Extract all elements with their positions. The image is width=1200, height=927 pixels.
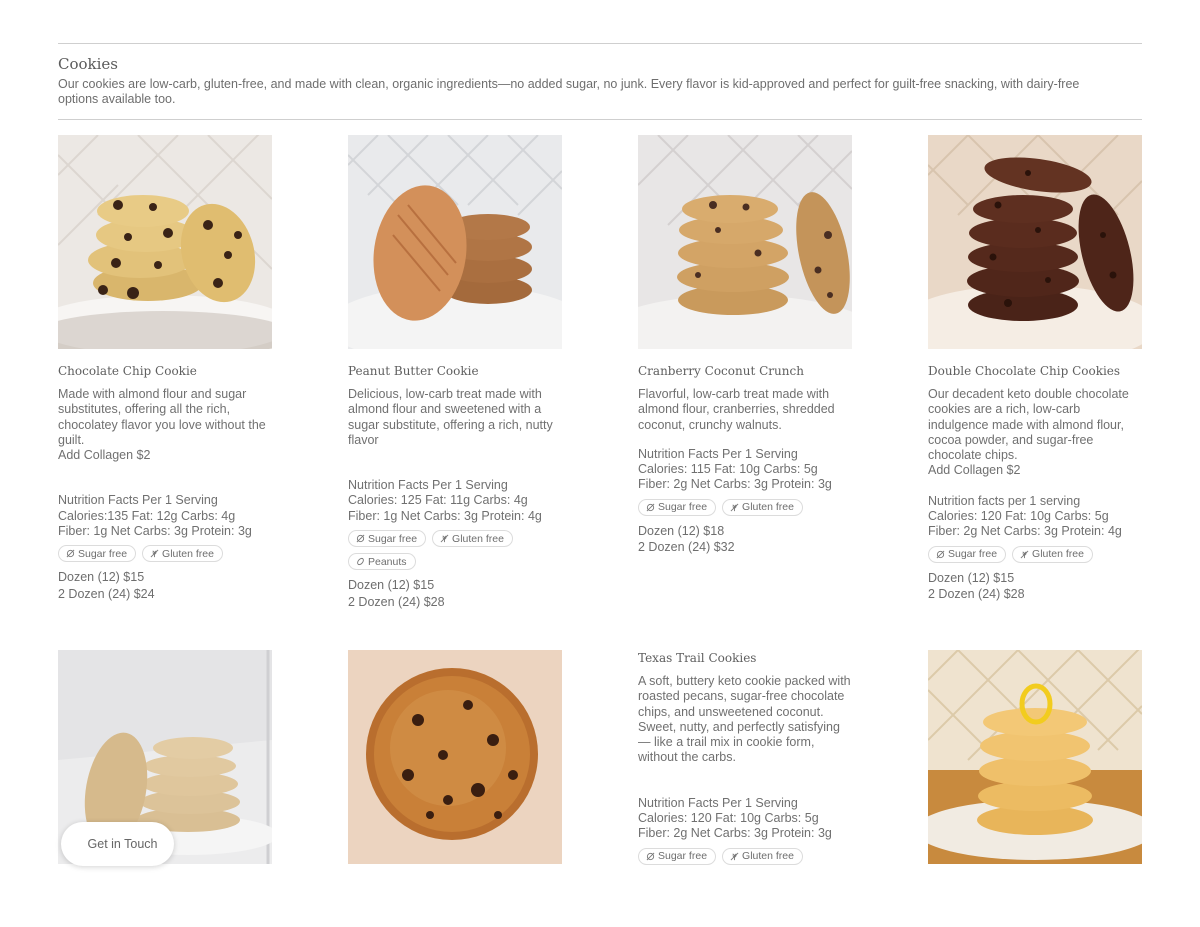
- section-title: Cookies: [58, 55, 118, 73]
- sugar-free-icon: [356, 534, 365, 543]
- tag-label: Gluten free: [162, 547, 214, 560]
- product-photo-peanut-butter[interactable]: [348, 135, 562, 349]
- nutrition-heading: Nutrition Facts Per 1 Serving: [638, 795, 798, 810]
- product-name: Texas Trail Cookies: [638, 651, 757, 665]
- tag-gluten-free: [1012, 546, 1093, 563]
- product-card-peanut-butter: [348, 135, 562, 610]
- price-two-dozen: 2 Dozen (24) $28: [928, 587, 1025, 602]
- price-dozen: Dozen (12) $15: [348, 578, 435, 593]
- tag-label: Sugar free: [658, 501, 708, 514]
- product-card-single-cookie: [348, 650, 562, 864]
- sugar-free-icon: [936, 550, 945, 559]
- product-description: Flavorful, low-carb treat made with almond flour, cranberries, shredded coconut, crunchy walnuts.: [638, 387, 835, 432]
- product-name: Cranberry Coconut Crunch: [638, 364, 804, 378]
- tag-peanuts: [348, 553, 416, 570]
- price-two-dozen: 2 Dozen (24) $28: [348, 594, 445, 609]
- tag-label: Sugar free: [658, 850, 708, 863]
- nutrition-heading: Nutrition facts per 1 serving: [928, 493, 1081, 508]
- header-divider: [58, 119, 1142, 120]
- peanut-icon: [356, 557, 365, 566]
- tag-list: [58, 545, 278, 562]
- price-dozen: Dozen (12) $15: [928, 570, 1015, 585]
- nutrition-line: Fiber: 2g Net Carbs: 3g Protein: 3g: [638, 826, 832, 841]
- sugar-free-icon: [646, 852, 655, 861]
- product-card-texas-trail: [638, 650, 852, 865]
- gluten-free-icon: [1020, 550, 1029, 559]
- gluten-free-icon: [440, 534, 449, 543]
- nutrition-line: Fiber: 1g Net Carbs: 3g Protein: 4g: [348, 508, 542, 523]
- nutrition-line: Calories: 120 Fat: 10g Carbs: 5g: [928, 509, 1109, 524]
- nutrition-line: Fiber: 2g Net Carbs: 3g Protein: 4g: [928, 524, 1122, 539]
- tag-label: Sugar free: [368, 532, 418, 545]
- price-dozen: Dozen (12) $15: [58, 570, 145, 585]
- tag-list: [638, 848, 858, 865]
- tag-label: Peanuts: [368, 555, 407, 568]
- gluten-free-icon: [150, 549, 159, 558]
- tag-sugar-free: [58, 545, 136, 562]
- tag-gluten-free: [142, 545, 223, 562]
- product-card-lemon: [928, 650, 1142, 864]
- product-card-chocolate-chip: [58, 135, 272, 602]
- nutrition-line: Fiber: 1g Net Carbs: 3g Protein: 3g: [58, 524, 252, 539]
- nutrition-line: Calories:135 Fat: 12g Carbs: 4g: [58, 508, 236, 523]
- tag-list: [348, 530, 538, 570]
- nutrition-line: Calories: 120 Fat: 10g Carbs: 5g: [638, 811, 819, 826]
- nutrition-line: Fiber: 2g Net Carbs: 3g Protein: 3g: [638, 477, 832, 492]
- tag-list: [928, 546, 1148, 563]
- tag-label: Gluten free: [742, 501, 794, 514]
- product-description: Our decadent keto double chocolate cookies are a rich, low-carb indulgence made with almond flour, cocoa powder, and sugar-free chocolate chips.: [928, 387, 1129, 463]
- product-description: A soft, buttery keto cookie packed with roasted pecans, sugar-free chocolate chips, and unsweetened coconut. Sweet, nutty, and perfectly satisfying — like a trail mix in cookie form, without the carbs.: [638, 674, 851, 765]
- product-card-cranberry-coconut: [638, 135, 852, 556]
- tag-list: [638, 499, 858, 516]
- product-photo-double-chocolate[interactable]: [928, 135, 1142, 349]
- product-addon: Add Collagen $2: [928, 463, 1021, 478]
- product-addon: Add Collagen $2: [58, 448, 151, 463]
- price-dozen: Dozen (12) $18: [638, 523, 725, 538]
- sugar-free-icon: [646, 503, 655, 512]
- product-name: Peanut Butter Cookie: [348, 364, 479, 378]
- nutrition-line: Calories: 125 Fat: 11g Carbs: 4g: [348, 493, 528, 508]
- nutrition-line: Calories: 115 Fat: 10g Carbs: 5g: [638, 462, 818, 477]
- tag-label: Sugar free: [78, 547, 128, 560]
- product-description: Delicious, low-carb treat made with almond flour and sweetened with a sugar substitute, offering a rich, nutty flavor: [348, 387, 553, 447]
- nutrition-heading: Nutrition Facts Per 1 Serving: [638, 446, 798, 461]
- product-photo-lemon[interactable]: [928, 650, 1142, 864]
- gluten-free-icon: [730, 503, 739, 512]
- price-two-dozen: 2 Dozen (24) $32: [638, 540, 735, 555]
- product-description: Made with almond flour and sugar substitutes, offering all the rich, chocolatey flavor you love without the guilt.: [58, 387, 266, 447]
- tag-gluten-free: [722, 499, 803, 516]
- tag-sugar-free: [348, 530, 426, 547]
- tag-label: Gluten free: [1032, 548, 1084, 561]
- tag-sugar-free: [928, 546, 1006, 563]
- tag-sugar-free: [638, 499, 716, 516]
- tag-label: Gluten free: [742, 850, 794, 863]
- product-photo-chocolate-chip[interactable]: [58, 135, 272, 349]
- price-two-dozen: 2 Dozen (24) $24: [58, 586, 155, 601]
- tag-sugar-free: [638, 848, 716, 865]
- tag-gluten-free: [432, 530, 513, 547]
- product-name: Chocolate Chip Cookie: [58, 364, 197, 378]
- product-card-double-chocolate: [928, 135, 1142, 603]
- get-in-touch-button[interactable]: Get in Touch: [61, 822, 174, 866]
- nutrition-heading: Nutrition Facts Per 1 Serving: [58, 493, 218, 508]
- product-photo-single-cookie[interactable]: [348, 650, 562, 864]
- product-name: Double Chocolate Chip Cookies: [928, 364, 1121, 378]
- top-divider: [58, 43, 1142, 44]
- tag-label: Sugar free: [948, 548, 998, 561]
- nutrition-heading: Nutrition Facts Per 1 Serving: [348, 478, 508, 493]
- product-photo-cranberry-coconut[interactable]: [638, 135, 852, 349]
- gluten-free-icon: [730, 852, 739, 861]
- sugar-free-icon: [66, 549, 75, 558]
- tag-gluten-free: [722, 848, 803, 865]
- section-description: Our cookies are low-carb, gluten-free, and made with clean, organic ingredients—no added sugar, no junk. Every flavor is kid-approved and perfect for guilt-free snacking, with dairy-free options available too.: [58, 77, 1080, 106]
- tag-label: Gluten free: [452, 532, 504, 545]
